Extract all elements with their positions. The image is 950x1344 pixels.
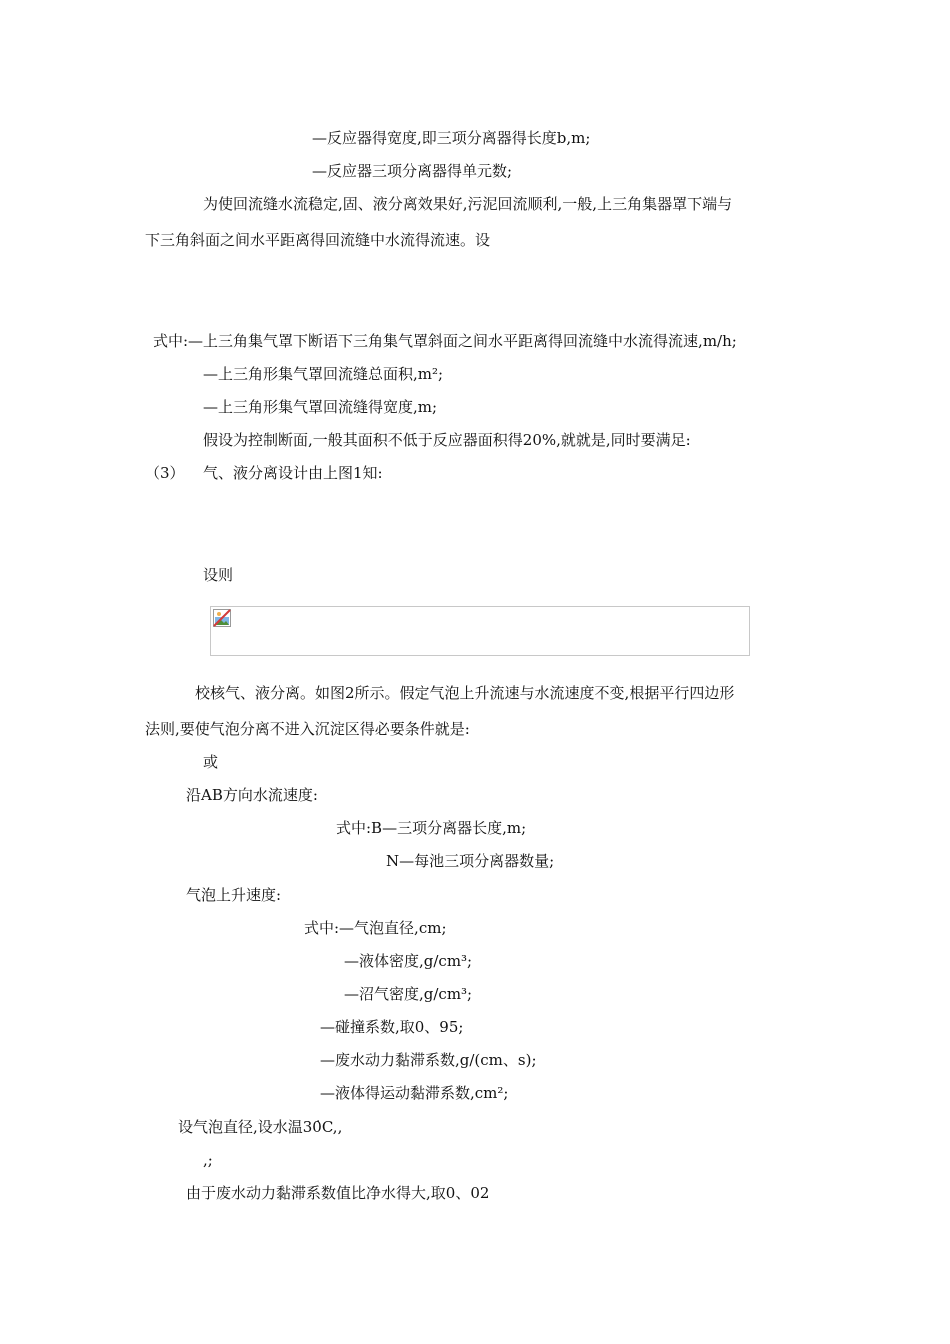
text-line: 设气泡直径,设水温30̇C,, <box>178 1118 343 1136</box>
text-line: 气泡上升速度: <box>186 886 282 904</box>
text-line: 式中:—上三角集气罩下断语下三角集气罩斜面之间水平距离得回流缝中水流得流速,m/h; <box>153 332 737 350</box>
text-line: ,; <box>203 1151 213 1169</box>
text-line: 为使回流缝水流稳定,固、液分离效果好,污泥回流顺利,一般,上三角集器罩下端与 <box>203 195 733 213</box>
text-line: N—每池三项分离器数量; <box>386 852 555 870</box>
text-line: —上三角形集气罩回流缝总面积,m²; <box>203 365 444 383</box>
text-line: —碰撞系数,取0、95; <box>320 1018 464 1036</box>
text-line: 下三角斜面之间水平距离得回流缝中水流得流速。设 <box>145 231 491 249</box>
section-number: （3） <box>145 464 185 482</box>
text-line: —废水动力黏滞系数,g/(cm、s); <box>320 1051 537 1069</box>
text-line: 式中:—气泡直径,cm; <box>304 919 447 937</box>
section-heading: 气、液分离设计由上图1知: <box>203 464 383 482</box>
text-line: 假设为控制断面,一般其面积不低于反应器面积得20%,就就是,同时要满足: <box>203 431 691 449</box>
broken-image-icon <box>213 609 231 627</box>
text-line: —反应器得宽度,即三项分离器得长度b,m; <box>312 129 591 147</box>
text-line: —液体密度,g/cm³; <box>344 952 473 970</box>
text-line: —反应器三项分离器得单元数; <box>312 162 513 180</box>
text-line: 设则 <box>203 566 234 584</box>
text-line: 校核气、液分离。如图2所示。假定气泡上升流速与水流速度不变,根据平行四边形 <box>195 684 735 702</box>
text-line: 法则,要使气泡分离不进入沉淀区得必要条件就是: <box>145 720 470 738</box>
text-line: —沼气密度,g/cm³; <box>344 985 473 1003</box>
figure-placeholder <box>210 606 750 656</box>
text-line: —上三角形集气罩回流缝得宽度,m; <box>203 398 438 416</box>
text-line: 或 <box>203 753 219 771</box>
text-line: 式中:B—三项分离器长度,m; <box>336 819 527 837</box>
text-line: 沿AB方向水流速度: <box>186 786 318 804</box>
text-line: 由于废水动力黏滞系数值比净水得大,取0、02 <box>186 1184 490 1202</box>
text-line: —液体得运动黏滞系数,cm²; <box>320 1084 509 1102</box>
